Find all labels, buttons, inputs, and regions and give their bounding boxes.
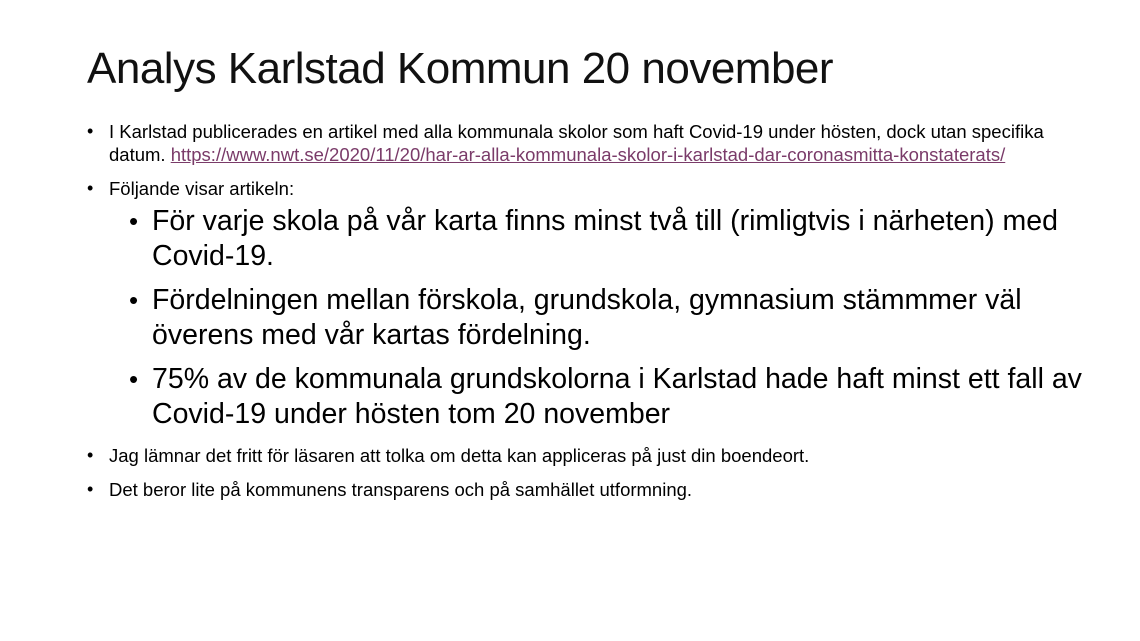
sub-bullet-item: [129, 204, 1087, 274]
bullet-dot: •: [87, 178, 94, 198]
bullet-item-article: [87, 120, 1087, 166]
bullet-text: I Karlstad publicerades en artikel med alla kommunala skolor som haft Covid-19 under hösten, dock utan specifika datum.: [109, 121, 1044, 165]
slide-content: [87, 120, 1087, 512]
article-link[interactable]: https://www.nwt.se/2020/11/20/har-ar-alla-kommunala-skolor-i-karlstad-dar-coronasmitta-konstaterats/: [170, 144, 1006, 165]
bullet-dot: •: [87, 445, 94, 465]
bullet-dot: •: [129, 206, 139, 236]
bullet-dot: •: [129, 364, 139, 394]
bullet-text: Det beror lite på kommunens transparens och på samhället utformning.: [109, 479, 693, 500]
bullet-text: Jag lämnar det fritt för läsaren att tolka om detta kan appliceras på just din boendeort.: [109, 445, 810, 466]
bullet-item-interpretation: [87, 444, 1087, 467]
sub-bullet-item: [129, 283, 1087, 353]
bullet-dot: •: [87, 479, 94, 499]
sub-bullet-list: [87, 204, 1087, 432]
sub-bullet-text: För varje skola på vår karta finns minst två till (rimligtvis i närheten) med Covid-19.: [152, 205, 1058, 272]
bullet-text: Följande visar artikeln:: [109, 178, 295, 199]
bullet-dot: •: [87, 121, 94, 141]
sub-bullet-text: Fördelningen mellan förskola, grundskola, gymnasium stämmmer väl överens med vår kartas fördelning.: [152, 284, 1022, 351]
sub-bullet-text: 75% av de kommunala grundskolorna i Karlstad hade haft minst ett fall av Covid-19 under hösten tom 20 november: [152, 363, 1082, 430]
bullet-dot: •: [129, 285, 139, 315]
slide-title: Analys Karlstad Kommun 20 november: [87, 44, 834, 93]
bullet-item-transparency: [87, 478, 1087, 501]
sub-bullet-item: [129, 362, 1087, 432]
bullet-item-following: [87, 177, 1087, 200]
